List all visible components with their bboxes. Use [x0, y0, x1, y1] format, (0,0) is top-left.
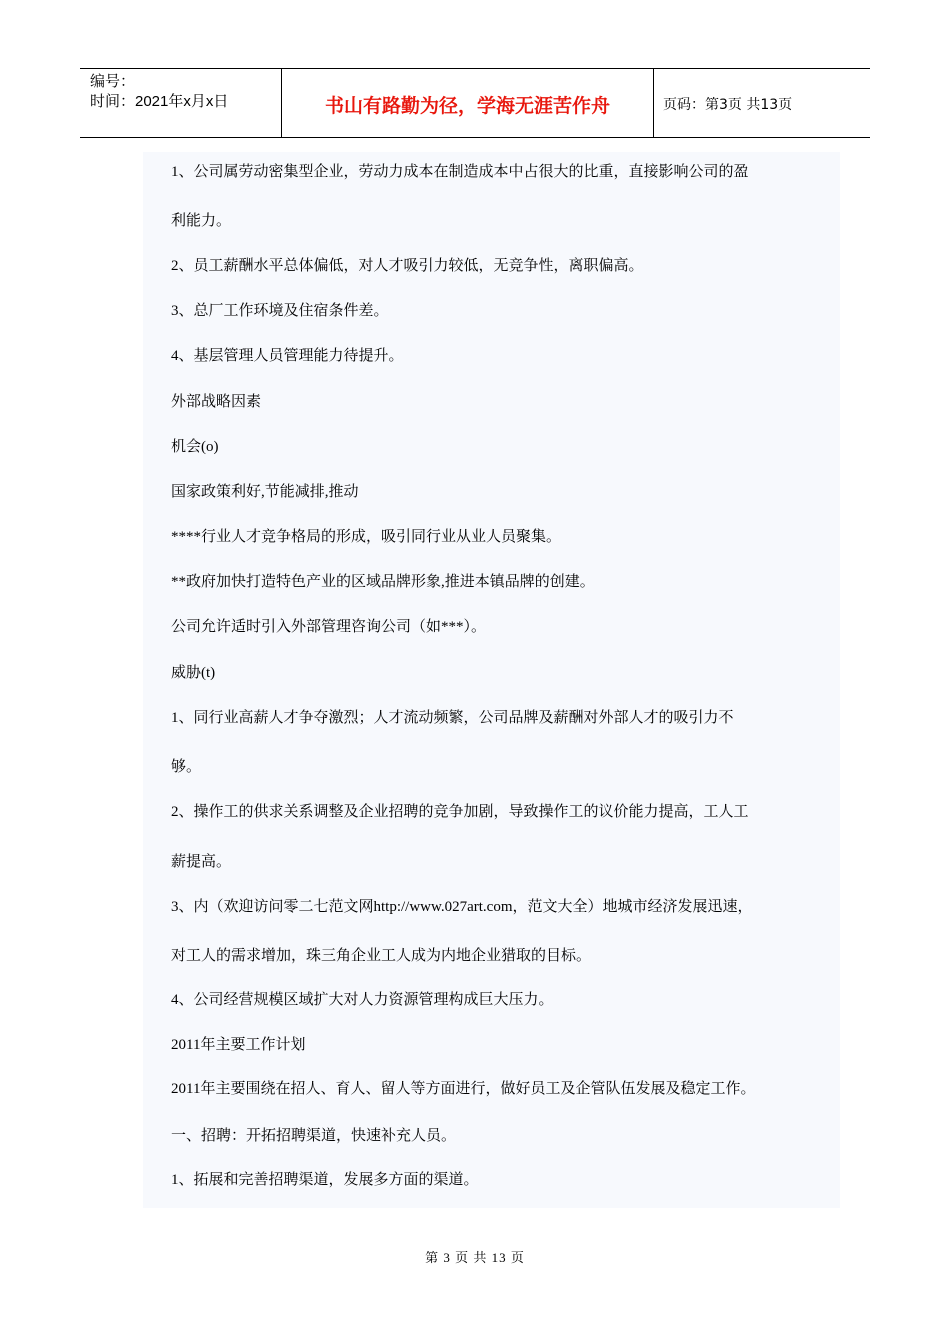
header-motto: 书山有路勤为径，学海无涯苦作舟	[281, 69, 654, 137]
subsection-heading: 威胁(t)	[171, 665, 216, 681]
page-footer: 第 3 页 共 13 页	[425, 1250, 525, 1265]
paragraph-line: 3、总厂工作环境及住宿条件差。	[171, 303, 389, 319]
paragraph-line: 4、基层管理人员管理能力待提升。	[171, 348, 404, 364]
header-meta	[80, 69, 281, 137]
page-header	[80, 68, 870, 138]
paragraph-line: ****行业人才竞争格局的形成，吸引同行业从业人员聚集。	[171, 529, 562, 545]
paragraph-line: 够。	[171, 759, 202, 775]
paragraph-line: 3、内（欢迎访问零二七范文网http://www.027art.com，范文大全）地城市经济发展迅速，	[171, 899, 753, 915]
document-number-label: 编号：	[90, 73, 136, 90]
paragraph-line: 2、操作工的供求关系调整及企业招聘的竞争加剧，导致操作工的议价能力提高，工人工	[171, 804, 749, 820]
paragraph-line: 一、招聘：开拓招聘渠道，快速补充人员。	[171, 1128, 457, 1144]
header-page-code: 页码：第3页 共13页	[663, 97, 793, 113]
paragraph-line: 国家政策利好,节能减排,推动	[171, 484, 359, 500]
paragraph-line: 2011年主要围绕在招人、育人、留人等方面进行，做好员工及企管队伍发展及稳定工作。	[171, 1081, 756, 1097]
document-date: 时间：2021年x月x日	[90, 93, 229, 110]
paragraph-line: 利能力。	[171, 213, 232, 229]
paragraph-line: 1、拓展和完善招聘渠道，发展多方面的渠道。	[171, 1172, 479, 1188]
paragraph-line: 2、员工薪酬水平总体偏低，对人才吸引力较低，无竞争性，离职偏高。	[171, 258, 644, 274]
section-heading: 外部战略因素	[171, 394, 262, 410]
document-body	[143, 152, 840, 1208]
paragraph-line: **政府加快打造特色产业的区域品牌形象,推进本镇品牌的创建。	[171, 574, 595, 590]
subsection-heading: 机会(o)	[171, 439, 219, 455]
paragraph-line: 薪提高。	[171, 854, 232, 870]
section-heading: 2011年主要工作计划	[171, 1037, 306, 1053]
paragraph-line: 4、公司经营规模区域扩大对人力资源管理构成巨大压力。	[171, 992, 554, 1008]
paragraph-line: 对工人的需求增加，珠三角企业工人成为内地企业猎取的目标。	[171, 948, 592, 964]
paragraph-line: 公司允许适时引入外部管理咨询公司（如***）。	[171, 619, 487, 635]
paragraph-line: 1、公司属劳动密集型企业，劳动力成本在制造成本中占很大的比重，直接影响公司的盈	[171, 164, 749, 180]
paragraph-line: 1、同行业高薪人才争夺激烈；人才流动频繁，公司品牌及薪酬对外部人才的吸引力不	[171, 710, 734, 726]
